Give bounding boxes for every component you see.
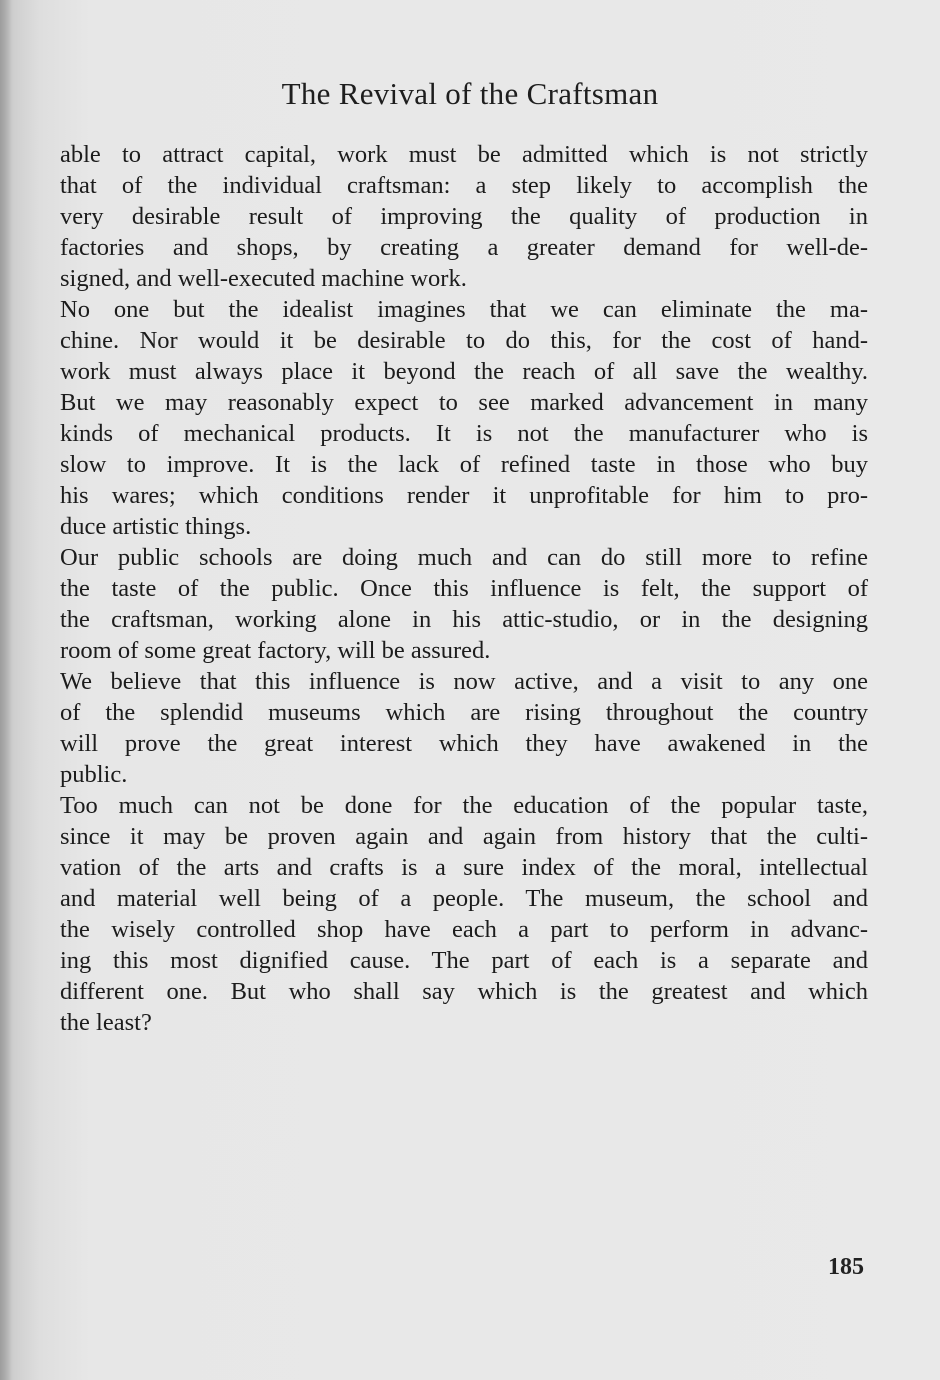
- page-number: 185: [828, 1254, 864, 1280]
- running-head: The Revival of the Craftsman: [281, 76, 659, 111]
- text-line: Too much can not be done for the education of the popular taste,: [60, 792, 868, 819]
- body-text: [60, 139, 868, 1038]
- text-line: the craftsman, working alone in his attic-studio, or in the designing: [60, 606, 868, 633]
- text-line: able to attract capital, work must be admitted which is not strictly: [60, 141, 868, 168]
- text-line: the wisely controlled shop have each a part to perform in advanc-: [60, 916, 868, 943]
- gutter-shadow: [0, 0, 12, 1380]
- text-line: duce artistic things.: [60, 513, 252, 540]
- text-line: No one but the idealist imagines that we can eliminate the ma-: [60, 296, 868, 323]
- text-line: We believe that this influence is now active, and a visit to any one: [60, 668, 868, 695]
- paragraph: [60, 542, 868, 666]
- text-line: that of the individual craftsman: a step likely to accomplish the: [60, 172, 868, 199]
- text-line: vation of the arts and crafts is a sure index of the moral, intellectual: [60, 854, 868, 881]
- text-line: chine. Nor would it be desirable to do this, for the cost of hand-: [60, 327, 868, 354]
- text-line: will prove the great interest which they have awakened in the: [60, 730, 868, 757]
- text-line: Our public schools are doing much and can do still more to refine: [60, 544, 868, 571]
- text-line: his wares; which conditions render it unprofitable for him to pro-: [60, 482, 868, 509]
- paragraph: [60, 790, 868, 1038]
- text-line: very desirable result of improving the quality of production in: [60, 203, 868, 230]
- text-line: public.: [60, 761, 128, 788]
- text-line: different one. But who shall say which is the greatest and which: [60, 978, 868, 1005]
- text-line: But we may reasonably expect to see marked advancement in many: [60, 389, 868, 416]
- text-line: the taste of the public. Once this influence is felt, the support of: [60, 575, 868, 602]
- text-line: of the splendid museums which are rising throughout the country: [60, 699, 868, 726]
- text-line: since it may be proven again and again from history that the culti-: [60, 823, 868, 850]
- text-line: work must always place it beyond the reach of all save the wealthy.: [60, 358, 868, 385]
- text-line: kinds of mechanical products. It is not the manufacturer who is: [60, 420, 868, 447]
- paragraph: [60, 666, 868, 790]
- paragraph: [60, 294, 868, 542]
- text-line: and material well being of a people. The museum, the school and: [60, 885, 868, 912]
- text-line: signed, and well-executed machine work.: [60, 265, 467, 292]
- text-line: ing this most dignified cause. The part of each is a separate and: [60, 947, 868, 974]
- text-line: the least?: [60, 1009, 152, 1036]
- text-line: slow to improve. It is the lack of refined taste in those who buy: [60, 451, 868, 478]
- paragraph: [60, 139, 868, 294]
- text-line: factories and shops, by creating a greater demand for well-de-: [60, 234, 868, 261]
- text-line: room of some great factory, will be assured.: [60, 637, 491, 664]
